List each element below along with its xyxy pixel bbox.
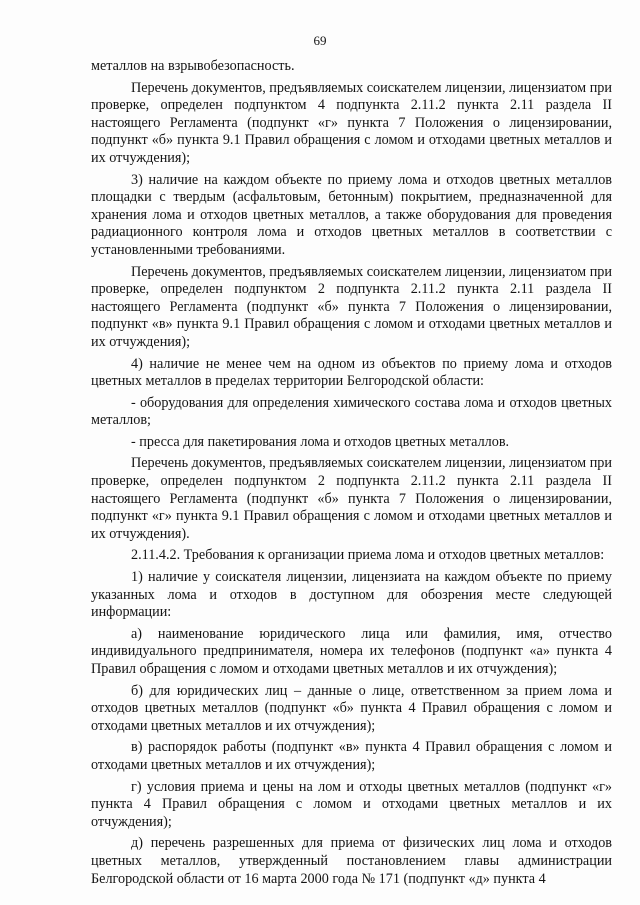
paragraph-subitem-g: г) условия приема и цены на лом и отходы цветных металлов (подпункт «г» пункта 4 Правил обращения с ломом и отходами цветных металлов и их отчуждения);: [91, 778, 612, 830]
document-body: [91, 58, 612, 892]
paragraph-subitem-a: а) наименование юридического лица или фамилия, имя, отчество индивидуального предпринимателя, номера их телефонов (подпункт «а» пункта 4 Правил обращения с ломом и отходами цветных металлов и их отчуждения);: [91, 625, 612, 677]
paragraph-subitem-d: д) перечень разрешенных для приема от физических лиц лома и отходов цветных металлов, утвержденный постановлением главы администрации Белгородской области от 16 марта 2000 года № 171 (подпункт «д» пункта 4: [91, 835, 612, 887]
paragraph-item-press: - пресса для пакетирования лома и отходов цветных металлов.: [131, 433, 510, 450]
page-number: 69: [313, 33, 327, 48]
paragraph-item-equipment: - оборудования для определения химического состава лома и отходов цветных металлов;: [91, 394, 612, 429]
paragraph-requirement-1: 1) наличие у соискателя лицензии, лицензиата на каждом объекте по приему указанных лома и отходов в доступном для обозрения месте следующей информации:: [91, 569, 612, 621]
paragraph-documents-list-2: Перечень документов, предъявляемых соискателем лицензии, лицензиатом при проверке, определен подпунктом 2 подпункта 2.11.2 пункта 2.11 раздела II настоящего Регламента (подпункт «б» пункта 7 Положения о лицензировании, подпункт «в» пункта 9.1 Правил обращения с ломом и отходами цветных металлов и их отчуждения);: [91, 263, 612, 350]
paragraph-subitem-b: б) для юридических лиц – данные о лице, ответственном за прием лома и отходов цветных металлов (подпункт «б» пункта 4 Правил обращения с ломом и отходами цветных металлов и их отчуждения);: [91, 682, 612, 734]
paragraph-documents-list-3: Перечень документов, предъявляемых соискателем лицензии, лицензиатом при проверке, определен подпунктом 2 подпункта 2.11.2 пункта 2.11 раздела II настоящего Регламента (подпункт «б» пункта 7 Положения о лицензировании, подпункт «г» пункта 9.1 Правил обращения с ломом и отходами цветных металлов и их отчуждения).: [91, 455, 612, 542]
paragraph-subitem-v: в) распорядок работы (подпункт «в» пункта 4 Правил обращения с ломом и отходами цветных металлов и их отчуждения);: [91, 739, 612, 773]
paragraph-requirement-4: 4) наличие не менее чем на одном из объектов по приему лома и отходов цветных металлов в пределах территории Белгородской области:: [91, 355, 612, 390]
paragraph-requirement-3: 3) наличие на каждом объекте по приему лома и отходов цветных металлов площадки с твердым (асфальтовым, бетонным) покрытием, предназначенной для хранения лома и отходов цветных металлов, а также оборудования для проведения радиационного контроля лома и отходов цветных металлов в соответствии с установленными требованиями.: [91, 171, 612, 258]
paragraph-continuation: металлов на взрывобезопасность.: [91, 58, 295, 74]
paragraph-documents-list-1: Перечень документов, предъявляемых соискателем лицензии, лицензиатом при проверке, определен подпунктом 4 подпункта 2.11.2 пункта 2.11 раздела II настоящего Регламента (подпункт «г» пункта 7 Положения о лицензировании, подпункт «б» пункта 9.1 Правил обращения с ломом и отходами цветных металлов и их отчуждения);: [91, 79, 612, 166]
paragraph-section-heading: 2.11.4.2. Требования к организации приема лома и отходов цветных металлов:: [131, 547, 605, 564]
